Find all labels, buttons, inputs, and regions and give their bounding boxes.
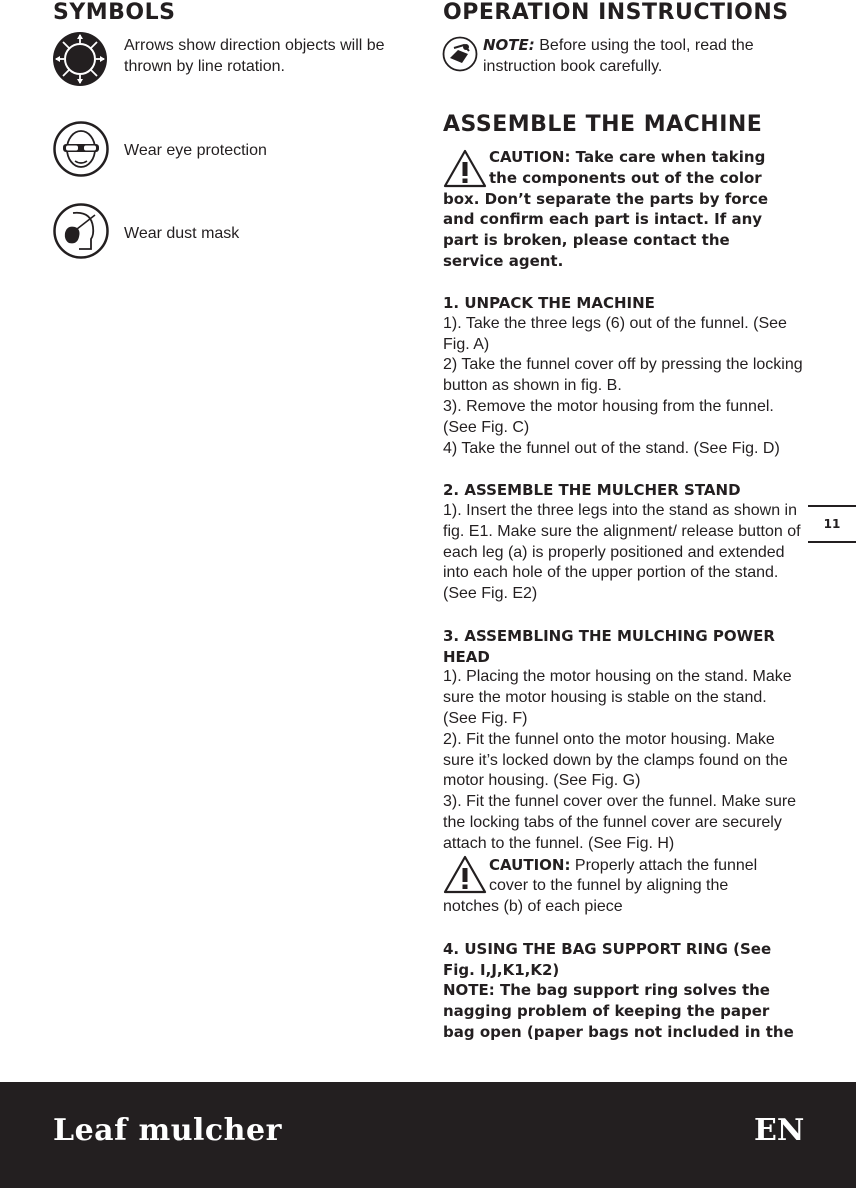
caution-power-line2: cover to the funnel by aligning the xyxy=(489,877,729,895)
warning-triangle-icon xyxy=(443,149,487,189)
caution-power-line1 xyxy=(443,855,803,877)
section-4-title: 4. USING THE BAG SUPPORT RING (See Fig. I,J,K1,K2) xyxy=(443,939,772,979)
s3-item: 2). Fit the funnel onto the motor housing. Make sure it’s locked down by the clamps found on the motor housing. (See Fig. G) xyxy=(443,730,788,790)
s1-item: 2) Take the funnel cover off by pressing the locking button as shown in fig. B. xyxy=(443,356,803,395)
symbols-heading: SYMBOLS xyxy=(53,0,176,25)
symbol-text-rotation: Arrows show direction objects will be thrown by line rotation. xyxy=(124,37,385,75)
rotation-arrows-icon xyxy=(52,31,108,87)
s3-item: 1). Placing the motor housing on the stand. Make sure the motor housing is stable on the stand. (See Fig. F) xyxy=(443,668,792,727)
footer-title: Leaf mulcher xyxy=(53,1113,282,1148)
s3-item: 3). Fit the funnel cover over the funnel. Make sure the locking tabs of the funnel cover are securely attach to the funnel. (See Fig. H) xyxy=(443,793,797,852)
s1-item: 3). Remove the motor housing from the funnel. (See Fig. C) xyxy=(443,397,774,436)
caution-assemble-line1: CAUTION: Take care when taking xyxy=(489,148,766,166)
assemble-heading: ASSEMBLE THE MACHINE xyxy=(443,112,763,137)
symbol-text-eye: Wear eye protection xyxy=(124,142,267,159)
s2-item: 1). Insert the three legs into the stand as shown in fig. E1. Make sure the alignment/ release button of each leg (a) is properly positioned and extended into each hole of the upper portion of the stand. (See Fig. E2) xyxy=(443,501,801,603)
symbol-text-mask: Wear dust mask xyxy=(124,225,240,242)
read-manual-icon xyxy=(442,36,478,72)
dust-mask-icon xyxy=(53,203,109,259)
operation-heading: OPERATION INSTRUCTIONS xyxy=(443,0,789,25)
caution-assemble xyxy=(443,147,788,272)
caution-label: CAUTION: xyxy=(489,855,571,874)
section-4-note: NOTE: The bag support ring solves the nagging problem of keeping the paper bag open (paper bags not included in the xyxy=(443,981,794,1041)
caution-power-text1: Properly attach the funnel xyxy=(570,856,758,874)
instructions-body xyxy=(443,293,803,1043)
s1-item: 4) Take the funnel out of the stand. (See Fig. D) xyxy=(443,439,780,457)
footer-language: EN xyxy=(754,1113,805,1148)
page-number: 11 xyxy=(808,505,856,543)
section-2-title: 2. ASSEMBLE THE MULCHER STAND xyxy=(443,481,741,500)
section-1-title: 1. UNPACK THE MACHINE xyxy=(443,294,655,312)
eye-protection-icon xyxy=(53,121,109,177)
caution-power-head xyxy=(443,855,803,918)
caution-assemble-rest: box. Don’t separate the parts by force and confirm each part is intact. If any part is broken, please contact the service agent. xyxy=(443,189,769,270)
caution-power-rest: notches (b) of each piece xyxy=(443,898,623,916)
s1-item: 1). Take the three legs (6) out of the funnel. (See Fig. A) xyxy=(443,314,787,353)
note-label: NOTE: xyxy=(483,36,535,54)
caution-assemble-line2: the components out of the color xyxy=(489,168,762,187)
note-text: Before using the tool, read the instruction book carefully. xyxy=(483,37,754,75)
operation-note xyxy=(483,35,803,78)
warning-triangle-icon xyxy=(443,855,487,895)
section-3-title: 3. ASSEMBLING THE MULCHING POWER HEAD xyxy=(443,626,775,666)
